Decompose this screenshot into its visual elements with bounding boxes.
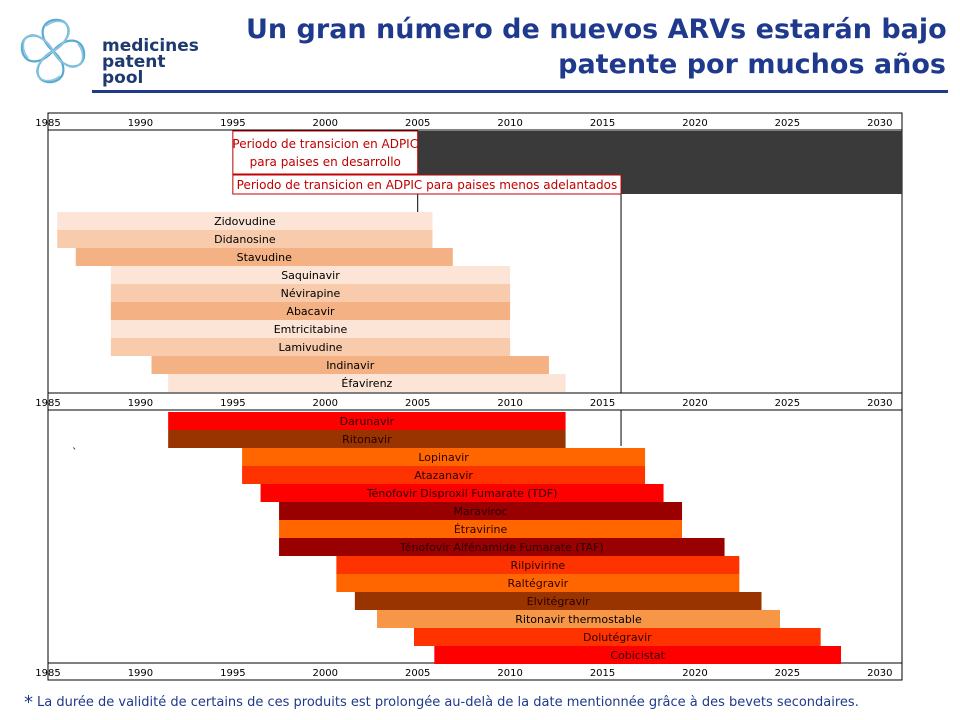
developing-transition-label-1: Periodo de transicion en ADPIC — [232, 137, 419, 151]
new-arv-bar-label-3: Lopinavir — [418, 451, 469, 464]
new-arv-bar-label-10: Raltégravir — [507, 577, 569, 590]
axis-tick-2015: 2015 — [589, 398, 616, 409]
new-arv-bar-label-13: Dolutégravir — [583, 631, 652, 644]
axis-tick-1990: 1990 — [127, 118, 154, 129]
logo-text-patent: patent — [102, 52, 166, 72]
first-line-arv-bar-label-7: Emtricitabine — [273, 323, 348, 336]
axis-tick-2010: 2010 — [497, 668, 523, 679]
footnote-star: * — [24, 692, 33, 713]
new-arv-bar-label-5: Ténofovir Disproxil Fumarate (TDF) — [366, 487, 558, 500]
new-arv-bar-label-12: Ritonavir thermostable — [515, 613, 642, 626]
new-arv-bar-label-1: Darunavir — [339, 415, 395, 428]
axis-tick-1995: 1995 — [220, 398, 246, 409]
axis-tick-2020: 2020 — [682, 118, 708, 129]
logo-text-medicines: medicines — [102, 36, 199, 56]
axis-tick-1990: 1990 — [127, 668, 154, 679]
first-line-arv-bar-label-5: Névirapine — [280, 287, 341, 300]
page-title-line2: patente por muchos años — [558, 49, 946, 80]
axis-tick-2000: 2000 — [312, 398, 338, 409]
axis-tick-1990: 1990 — [127, 398, 154, 409]
new-arv-bar-label-11: Elvitégravir — [526, 595, 590, 608]
axis-tick-2020: 2020 — [682, 668, 708, 679]
footnote-text: La durée de validité de certains de ces produits est prolongée au-delà de la date mentionnée grâce à des bevets secondaires. — [37, 695, 859, 710]
first-line-arv-bar-label-1: Zidovudine — [214, 215, 276, 228]
first-line-arv-bar-label-2: Didanosine — [214, 233, 276, 246]
axis-tick-2025: 2025 — [774, 398, 801, 409]
axis-tick-2000: 2000 — [312, 118, 338, 129]
axis-tick-2005: 2005 — [404, 668, 431, 679]
first-line-arv-bar-label-10: Éfavirenz — [341, 377, 393, 390]
developing-transition-label-2: para paises en desarrollo — [249, 155, 401, 169]
axis-tick-2025: 2025 — [774, 668, 801, 679]
axis-tick-2000: 2000 — [312, 668, 338, 679]
first-line-arv-bar-label-8: Lamivudine — [278, 341, 343, 354]
axis-tick-1995: 1995 — [220, 118, 246, 129]
axis-tick-2005: 2005 — [404, 118, 431, 129]
new-arv-bar-label-2: Ritonavir — [342, 433, 392, 446]
page-title-line1: Un gran número de nuevos ARVs estarán bajo — [246, 14, 947, 45]
new-arv-bar-label-4: Atazanavir — [414, 469, 473, 482]
new-arv-bar-label-6: Maraviroc — [453, 505, 508, 518]
axis-tick-1985: 1985 — [35, 668, 61, 679]
axis-tick-2030: 2030 — [867, 398, 893, 409]
first-line-arv-bar-label-9: Indinavir — [326, 359, 375, 372]
axis-tick-1995: 1995 — [220, 668, 246, 679]
axis-tick-2005: 2005 — [404, 398, 431, 409]
axis-tick-2025: 2025 — [774, 118, 801, 129]
axis-tick-2010: 2010 — [497, 118, 523, 129]
ldc-transition-label: Periodo de transicion en ADPIC para paises menos adelantados — [236, 178, 618, 192]
axis-tick-2010: 2010 — [497, 398, 523, 409]
axis-tick-1985: 1985 — [35, 398, 61, 409]
logo-text-pool: pool — [102, 68, 144, 88]
first-line-arv-bar-label-6: Abacavir — [286, 305, 335, 318]
first-line-arv-bar-label-3: Stavudine — [236, 251, 292, 264]
new-arv-bar-label-8: Ténofovir Alfénamide Fumarate (TAF) — [399, 541, 604, 554]
footnote — [24, 692, 954, 713]
axis-tick-2015: 2015 — [589, 118, 616, 129]
axis-tick-2020: 2020 — [682, 398, 708, 409]
axis-tick-1985: 1985 — [35, 118, 61, 129]
new-arv-bar-label-14: Cobicistat — [610, 649, 665, 662]
stray-mark: ` — [72, 446, 78, 459]
axis-tick-2030: 2030 — [867, 118, 893, 129]
new-arv-bar-label-7: Étravirine — [453, 523, 508, 536]
axis-tick-2030: 2030 — [867, 668, 893, 679]
new-arv-bar-label-9: Rilpivirine — [510, 559, 566, 572]
axis-tick-2015: 2015 — [589, 668, 616, 679]
first-line-arv-bar-label-4: Saquinavir — [281, 269, 340, 282]
